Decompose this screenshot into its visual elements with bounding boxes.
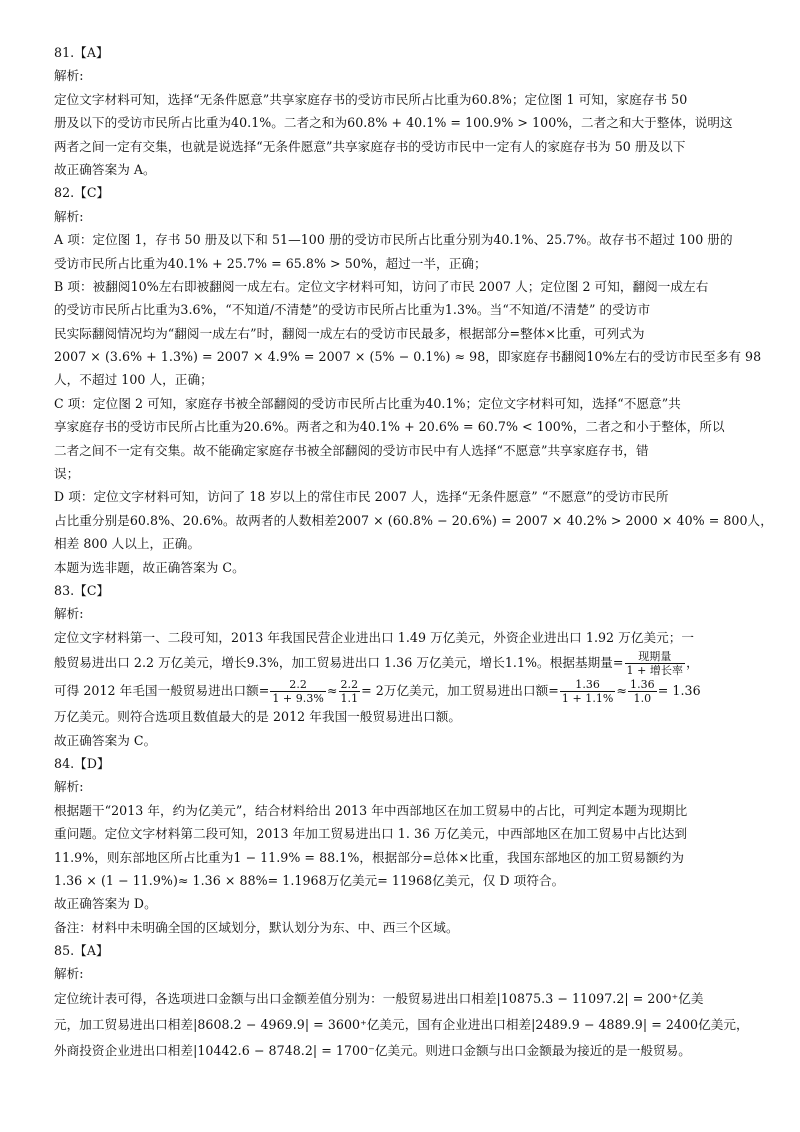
- text-line: 定位文字材料第一、二段可知，2013 年我国民营企业进出口 1.49 万亿美元，外资企业进出口 1.92 万亿美元；一: [54, 629, 695, 645]
- text-line: 元，加工贸易进出口相差|8608.2 − 4969.9| = 3600⁺亿美元，国有企业进出口相差|2489.9 − 4889.9| = 2400亿美元，: [54, 1016, 749, 1032]
- text-line: D 项：定位文字材料可知，访问了 18 岁以上的常住市民 2007 人，选择“无条件愿意” “不愿意”的受访市民所: [54, 489, 669, 505]
- fraction-denominator: 1 + 增长率: [626, 664, 684, 678]
- approx-sign: ≈: [616, 683, 628, 699]
- text-line: A 项：定位图 1，存书 50 册及以下和 51—100 册的受访市民所占比重分别为40.1%、25.7%。故存书不超过 100 册的: [54, 232, 733, 248]
- text-line: 误；: [54, 466, 80, 482]
- fraction: [628, 678, 657, 705]
- fraction-denominator: 1 + 9.3%: [272, 692, 324, 706]
- text-line: 册及以下的受访市民所占比重为40.1%。二者之和为60.8% + 40.1% = 100.9% > 100%，二者之和大于整体，说明这: [54, 115, 733, 131]
- formula-line: [54, 649, 754, 677]
- fraction: [270, 678, 326, 705]
- fraction-numerator: 1.36: [630, 678, 655, 692]
- text-line: 2007 × (3.6% + 1.3%) = 2007 × 4.9% = 2007 × (5% − 0.1%) ≈ 98，即家庭存书翻阅10%左右的受访市民至多有 98: [54, 349, 762, 365]
- approx-sign: ≈: [326, 683, 338, 699]
- fraction-denominator: 1.0: [633, 692, 652, 706]
- text-line: B 项：被翻阅10%左右即被翻阅一成左右。定位文字材料可知，访问了市民 2007 人；定位图 2 可知，翻阅一成左右: [54, 278, 709, 294]
- answer-document: [54, 41, 773, 1064]
- analysis-label: 解析:: [54, 68, 84, 84]
- text-line: 民实际翻阅情况均为“翻阅一成左右”时，翻阅一成左右的受访市民最多，根据部分=整体×比重，可列式为: [54, 325, 645, 341]
- answer-line: 故正确答案为 C。: [54, 732, 157, 748]
- text-line: 的受访市民所占比重为3.6%，“不知道/不清楚”的受访市民所占比重为1.3%。当“不知道/不清楚” 的受访市: [54, 302, 651, 318]
- text-line: 人，不超过 100 人，正确；: [54, 372, 213, 388]
- answer-line: 故正确答案为 D。: [54, 896, 157, 912]
- fraction-numerator: 2.2: [340, 678, 359, 692]
- text-line: 定位统计表可得，各选项进口金额与出口金额差值分别为：一般贸易进出口相差|10875.3 − 11097.2| = 200⁺亿美: [54, 990, 704, 1006]
- question-83-heading: 83.【C】: [54, 582, 110, 598]
- formula-text: ，: [686, 655, 699, 671]
- question-82-heading: 82.【C】: [54, 185, 110, 201]
- formula-text: = 2万亿美元，加工贸易进出口额=: [361, 683, 559, 699]
- note-line: 备注：材料中未明确全国的区域划分，默认划分为东、中、西三个区域。: [54, 919, 459, 935]
- analysis-label: 解析:: [54, 779, 84, 795]
- fraction-numerator: 现期量: [625, 650, 686, 664]
- formula-text: 可得 2012 年毛国一般贸易进出口额=: [54, 683, 270, 699]
- text-line: 定位文字材料可知，选择“无条件愿意”共享家庭存书的受访市民所占比重为60.8%；定位图 1 可知，家庭存书 50: [54, 91, 688, 107]
- formula-text: 般贸易进出口 2.2 万亿美元，增长9.3%，加工贸易进出口 1.36 万亿美元，增长1.1%。根据基期量=: [54, 655, 624, 671]
- answer-line: 本题为选非题，故正确答案为 C。: [54, 559, 245, 575]
- text-line: C 项：定位图 2 可知，家庭存书被全部翻阅的受访市民所占比重为40.1%；定位文字材料可知，选择“不愿意”共: [54, 395, 681, 411]
- question-85-heading: 85.【A】: [54, 943, 109, 959]
- analysis-label: 解析:: [54, 606, 84, 622]
- fraction: [560, 678, 616, 705]
- text-line: 两者之间一定有交集，也就是说选择“无条件愿意”共享家庭存书的受访市民中一定有人的家庭存书为 50 册及以下: [54, 138, 686, 154]
- formula-text: = 1.36: [657, 683, 701, 699]
- text-line: 11.9%，则东部地区所占比重为1 − 11.9% = 88.1%，根据部分=总体×比重，我国东部地区的加工贸易额约为: [54, 849, 684, 865]
- text-line: 外商投资企业进出口相差|10442.6 − 8748.2| = 1700⁻亿美元。则进口金额与出口金额最为接近的是一般贸易。: [54, 1042, 691, 1058]
- fraction-numerator: 1.36: [560, 678, 616, 692]
- question-84-heading: 84.【D】: [54, 755, 110, 771]
- text-line: 占比重分别是60.8%、20.6%。故两者的人数相差2007 × (60.8% − 20.6%) = 2007 × 40.2% > 2000 × 40% = 800人，: [54, 512, 773, 528]
- fraction-numerator: 2.2: [270, 678, 326, 692]
- text-line: 根据题干“2013 年，约为亿美元”，结合材料给出 2013 年中西部地区在加工贸易中的占比，可判定本题为现期比: [54, 802, 688, 818]
- text-line: 二者之间不一定有交集。故不能确定家庭存书被全部翻阅的受访市民中有人选择“不愿意”共享家庭存书，错: [54, 442, 649, 458]
- text-line: 受访市民所占比重为40.1% + 25.7% = 65.8% > 50%，超过一半，正确；: [54, 255, 487, 271]
- text-line: 享家庭存书的受访市民所占比重为20.6%。两者之和为40.1% + 20.6% = 60.7% < 100%，二者之和小于整体，所以: [54, 419, 725, 435]
- text-line: 万亿美元。则符合选项且数值最大的是 2012 年我国一般贸易进出口额。: [54, 709, 462, 725]
- fraction: [339, 678, 361, 705]
- answer-line: 故正确答案为 A。: [54, 161, 156, 177]
- text-line: 1.36 × (1 − 11.9%)≈ 1.36 × 88%= 1.1968万亿美元= 11968亿美元，仅 D 项符合。: [54, 872, 565, 888]
- analysis-label: 解析:: [54, 208, 84, 224]
- fraction-denominator: 1 + 1.1%: [561, 692, 614, 706]
- text-line: 重问题。定位文字材料第二段可知，2013 年加工贸易进出口 1. 36 万亿美元，中西部地区在加工贸易中占比达到: [54, 826, 688, 842]
- analysis-label: 解析:: [54, 966, 84, 982]
- fraction-denominator: 1.1: [340, 692, 359, 706]
- question-81-heading: 81.【A】: [54, 45, 109, 60]
- text-line: 相差 800 人以上，正确。: [54, 536, 201, 552]
- formula-line: [54, 677, 754, 705]
- base-period-fraction: [625, 650, 686, 677]
